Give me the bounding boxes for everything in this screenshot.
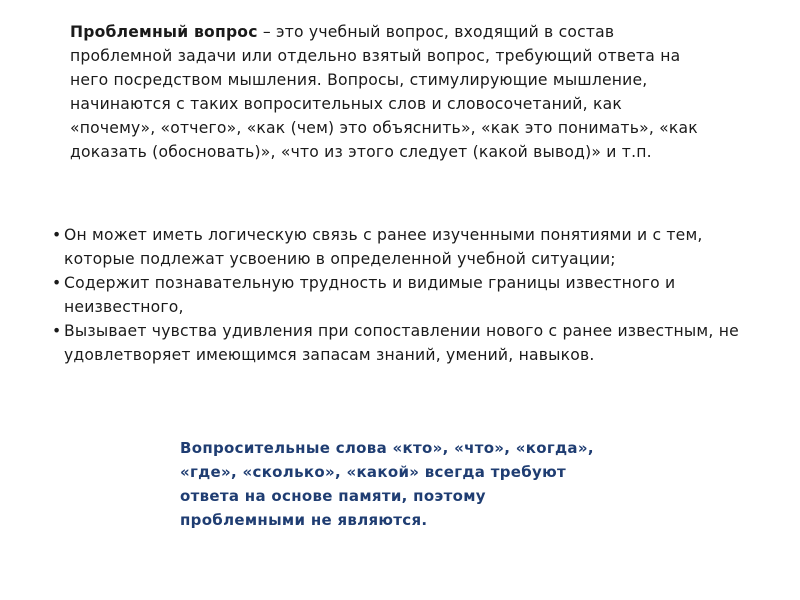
definition-term: Проблемный вопрос — [70, 23, 258, 41]
list-item — [50, 223, 750, 271]
list-item-text: Он может иметь логическую связь с ранее изученными понятиями и с тем, которые подлежат усвоению в определенной учебной ситуации; — [64, 226, 703, 268]
note-paragraph: Вопросительные слова «кто», «что», «когда», «где», «сколько», «какой» всегда требуют ответа на основе памяти, поэтому проблемными не являются. — [180, 439, 594, 529]
bullet-icon: • — [52, 274, 62, 292]
bullet-icon: • — [52, 226, 62, 244]
bullet-icon: • — [52, 322, 62, 340]
definition-text: – это учебный вопрос, входящий в состав проблемной задачи или отдельно взятый вопрос, требующий ответа на него посредством мышления. Вопросы, стимулирующие мышление, начинаются с таких вопросительных слов и словосочетаний, как «почему», «отчего», «как (чем) это объяснить», «как это понимать», «как доказать (обосновать)», «что из этого следует (какой вывод)» и т.п. — [70, 23, 698, 161]
properties-list — [50, 223, 750, 367]
list-item — [50, 319, 750, 367]
definition-paragraph — [70, 20, 710, 164]
list-item — [50, 271, 750, 319]
list-item-text: Вызывает чувства удивления при сопоставлении нового с ранее известным, не удовлетворяет имеющимся запасам знаний, умений, навыков. — [64, 322, 739, 364]
list-item-text: Содержит познавательную трудность и видимые границы известного и неизвестного, — [64, 274, 676, 316]
